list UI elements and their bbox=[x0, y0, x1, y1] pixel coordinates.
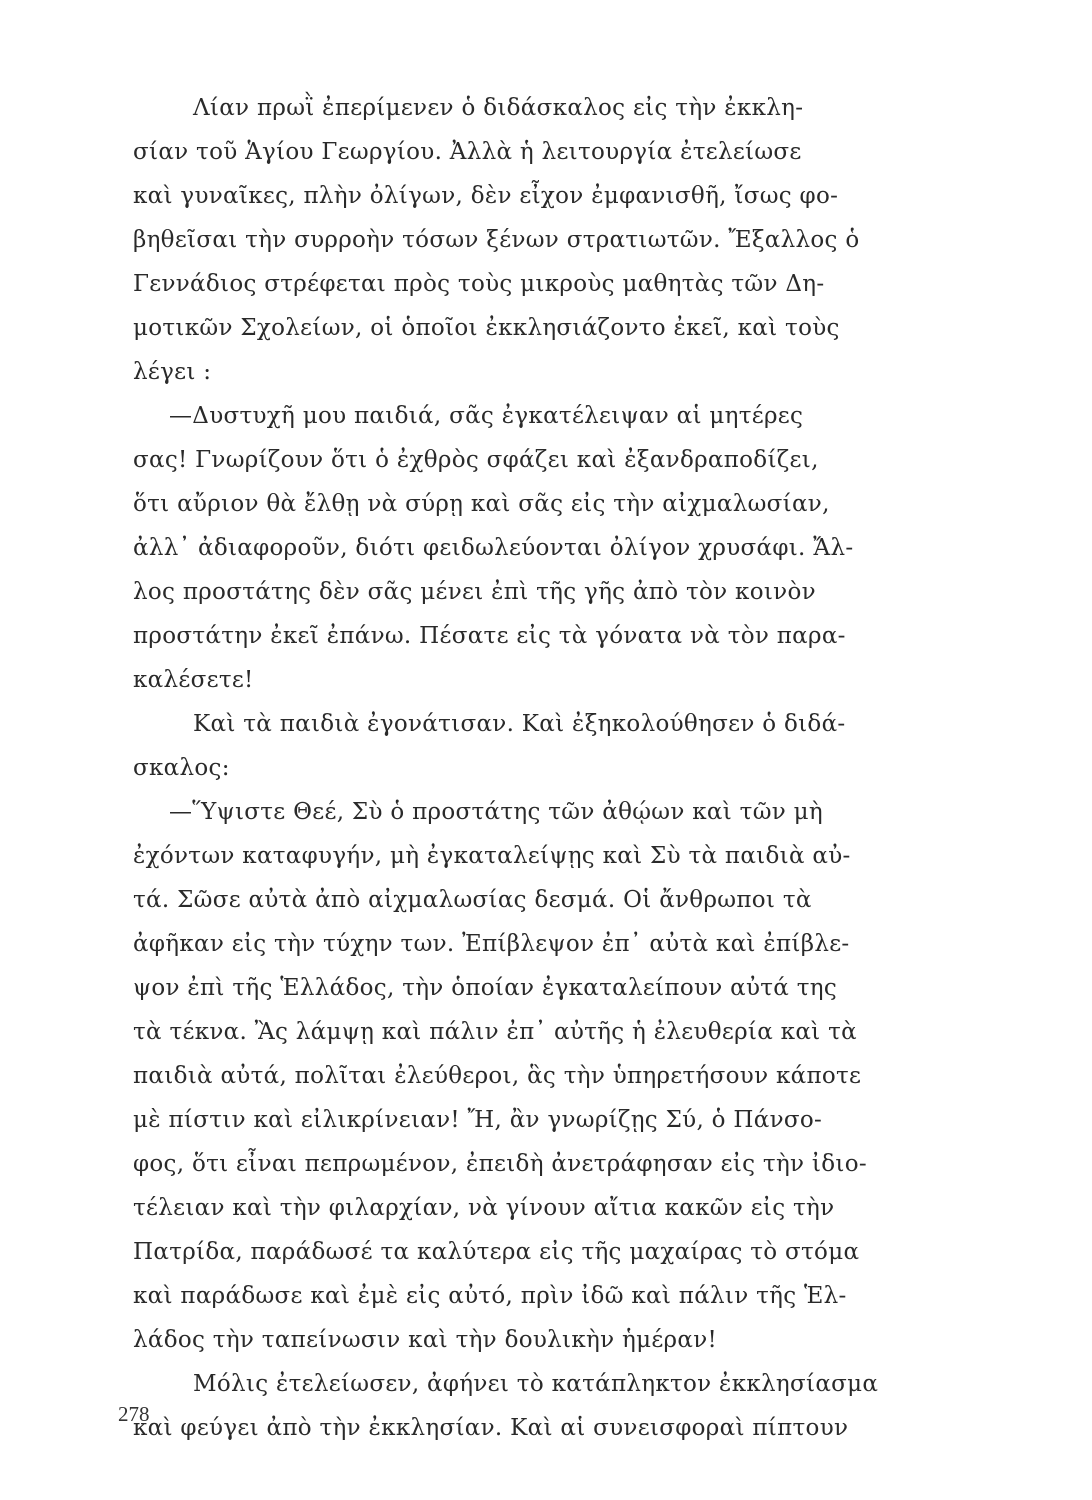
text-line: σας! Γνωρίζουν ὅτι ὁ ἐχθρὸς σφάζει καὶ ἐξανδραποδίζει, bbox=[133, 447, 819, 473]
text-line: τὰ τέκνα. Ἂς λάμψῃ καὶ πάλιν ἐπ᾽ αὐτῆς ἡ ἐλευθερία καὶ τὰ bbox=[133, 1019, 857, 1045]
page-number: 278 bbox=[118, 1402, 150, 1426]
text-line: ἀφῆκαν εἰς τὴν τύχην των. Ἐπίβλεψον ἐπ᾽ αὐτὰ καὶ ἐπίβλε- bbox=[133, 931, 850, 957]
text-line: λέγει : bbox=[133, 359, 212, 385]
text-line: λος προστάτης δὲν σᾶς μένει ἐπὶ τῆς γῆς ἀπὸ τὸν κοινὸν bbox=[133, 579, 816, 605]
text-line: μὲ πίστιν καὶ εἰλικρίνειαν! Ἤ, ἂν γνωρίζῃς Σύ, ὁ Πάνσο- bbox=[133, 1107, 823, 1133]
text-line: καὶ φεύγει ἀπὸ τὴν ἐκκλησίαν. Καὶ αἱ συνεισφοραὶ πίπτουν bbox=[133, 1415, 849, 1441]
text-line: Λίαν πρωῒ ἐπερίμενεν ὁ διδάσκαλος εἰς τὴν ἐκκλη- bbox=[193, 95, 804, 121]
text-line: Γεννάδιος στρέφεται πρὸς τοὺς μικροὺς μαθητὰς τῶν Δη- bbox=[133, 271, 825, 297]
text-line: βηθεῖσαι τὴν συρροὴν τόσων ξένων στρατιωτῶν. Ἔξαλλος ὁ bbox=[133, 227, 860, 253]
text-line: ἀλλ᾽ ἀδιαφοροῦν, διότι φειδωλεύονται ὀλίγον χρυσάφι. Ἄλ- bbox=[133, 535, 854, 561]
text-line: μοτικῶν Σχολείων, οἱ ὁποῖοι ἐκκλησιάζοντο ἐκεῖ, καὶ τοὺς bbox=[133, 315, 840, 341]
text-line: —Δυστυχῆ μου παιδιά, σᾶς ἐγκατέλειψαν αἱ μητέρες bbox=[169, 403, 804, 429]
text-line: σίαν τοῦ Ἁγίου Γεωργίου. Ἀλλὰ ἡ λειτουργία ἐτελείωσε bbox=[133, 139, 802, 165]
text-line: καλέσετε! bbox=[133, 667, 254, 693]
text-line: φος, ὅτι εἶναι πεπρωμένον, ἐπειδὴ ἀνετράφησαν εἰς τὴν ἰδιο- bbox=[133, 1151, 867, 1177]
text-line: παιδιὰ αὐτά, πολῖται ἐλεύθεροι, ἃς τὴν ὑπηρετήσουν κάποτε bbox=[133, 1063, 862, 1089]
text-line: καὶ παράδωσε καὶ ἐμὲ εἰς αὐτό, πρὶν ἰδῶ καὶ πάλιν τῆς Ἑλ- bbox=[133, 1283, 847, 1309]
text-line: ὅτι αὔριον θὰ ἔλθῃ νὰ σύρῃ καὶ σᾶς εἰς τὴν αἰχμαλωσίαν, bbox=[133, 491, 830, 517]
text-line: ψον ἐπὶ τῆς Ἑλλάδος, τὴν ὁποίαν ἐγκαταλείπουν αὐτά της bbox=[133, 975, 838, 1001]
text-line: ἐχόντων καταφυγήν, μὴ ἐγκαταλείψῃς καὶ Σὺ τὰ παιδιὰ αὐ- bbox=[133, 843, 851, 869]
text-line: —Ὕψιστε Θεέ, Σὺ ὁ προστάτης τῶν ἀθῴων καὶ τῶν μὴ bbox=[169, 799, 823, 825]
text-line: τά. Σῶσε αὐτὰ ἀπὸ αἰχμαλωσίας δεσμά. Οἱ ἄνθρωποι τὰ bbox=[133, 887, 812, 913]
text-line: σκαλος: bbox=[133, 755, 230, 781]
text-line: Πατρίδα, παράδωσέ τα καλύτερα εἰς τῆς μαχαίρας τὸ στόμα bbox=[133, 1239, 860, 1265]
text-line: προστάτην ἐκεῖ ἐπάνω. Πέσατε εἰς τὰ γόνατα νὰ τὸν παρα- bbox=[133, 623, 846, 649]
text-line: καὶ γυναῖκες, πλὴν ὀλίγων, δὲν εἶχον ἐμφανισθῆ, ἴσως φο- bbox=[133, 183, 839, 209]
text-line: Μόλις ἐτελείωσεν, ἀφήνει τὸ κατάπληκτον ἐκκλησίασμα bbox=[193, 1371, 879, 1397]
text-line: τέλειαν καὶ τὴν φιλαρχίαν, νὰ γίνουν αἴτια κακῶν εἰς τὴν bbox=[133, 1195, 835, 1221]
text-line: λάδος τὴν ταπείνωσιν καὶ τὴν δουλικὴν ἡμέραν! bbox=[133, 1327, 718, 1353]
body-text bbox=[133, 86, 991, 1450]
text-line: Καὶ τὰ παιδιὰ ἐγονάτισαν. Καὶ ἐξηκολούθησεν ὁ διδά- bbox=[193, 711, 846, 737]
